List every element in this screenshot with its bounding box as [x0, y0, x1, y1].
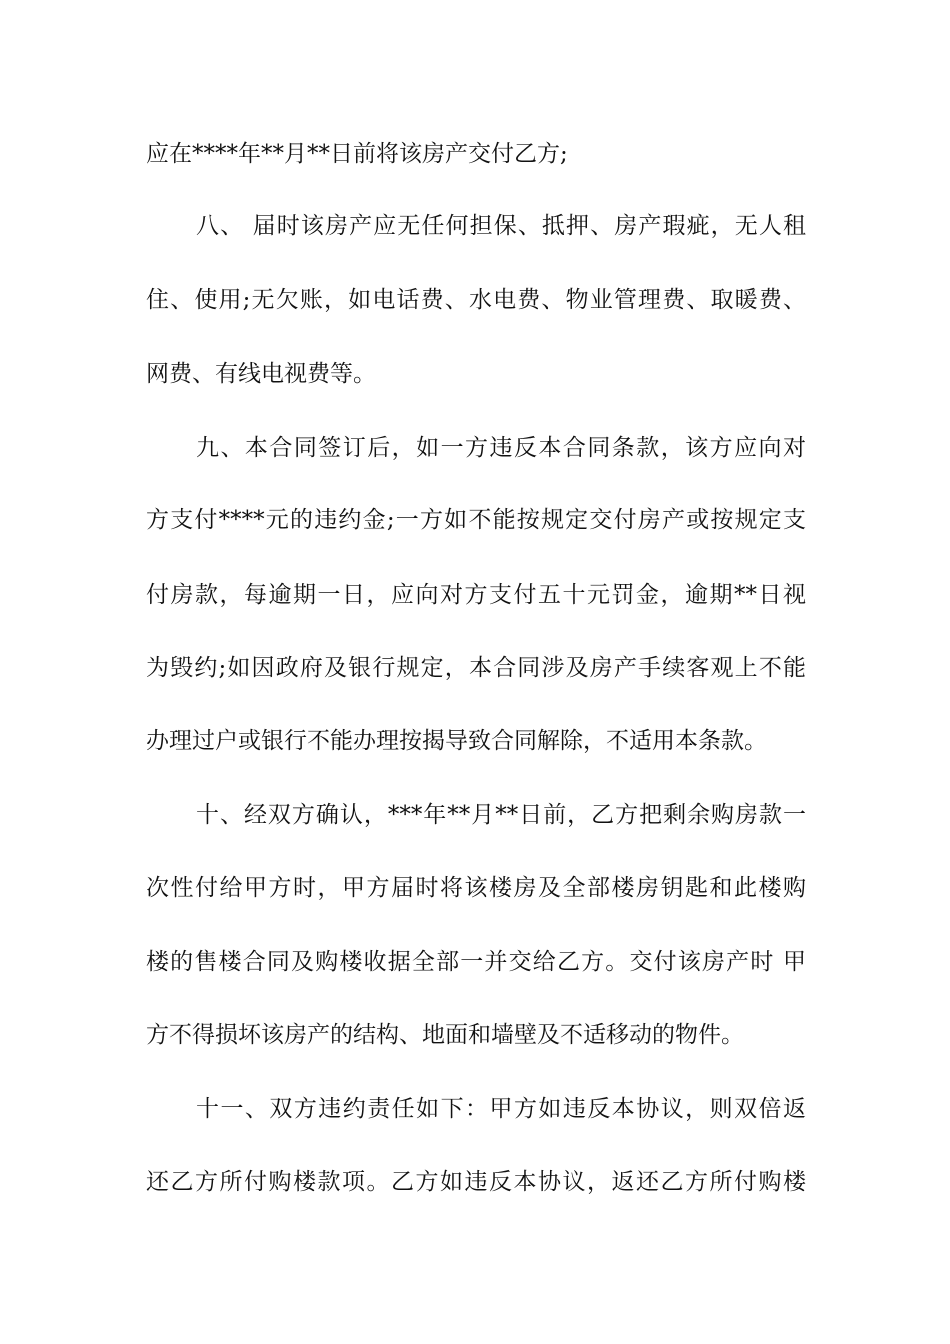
text-line-2: 八、 届时该房产应无任何担保、抵押、房产瑕疵，无人租	[196, 213, 806, 239]
text-line-8: 为毁约;如因政府及银行规定，本合同涉及房产手续客观上不能	[146, 655, 806, 681]
text-line-7: 付房款，每逾期一日，应向对方支付五十元罚金，逾期**日视	[146, 582, 806, 608]
text-line-5: 九、本合同签订后，如一方违反本合同条款，该方应向对	[196, 435, 806, 461]
text-line-15: 还乙方所付购楼款项。乙方如违反本协议，返还乙方所付购楼	[146, 1169, 806, 1195]
text-line-14: 十一、双方违约责任如下：甲方如违反本协议，则双倍返	[196, 1096, 806, 1122]
text-line-10: 十、经双方确认，***年**月**日前，乙方把剩余购房款一	[196, 802, 806, 828]
text-line-6: 方支付****元的违约金;一方如不能按规定交付房产或按规定支	[146, 507, 806, 533]
text-line-3: 住、使用;无欠账，如电话费、水电费、物业管理费、取暖费、	[146, 287, 806, 313]
text-line-4: 网费、有线电视费等。	[146, 361, 376, 387]
text-line-11: 次性付给甲方时，甲方届时将该楼房及全部楼房钥匙和此楼购	[146, 875, 806, 901]
text-line-12: 楼的售楼合同及购楼收据全部一并交给乙方。交付该房产时 甲	[146, 949, 806, 975]
text-line-13: 方不得损坏该房产的结构、地面和墙壁及不适移动的物件。	[146, 1022, 744, 1048]
text-line-9: 办理过户或银行不能办理按揭导致合同解除，不适用本条款。	[146, 728, 767, 754]
text-line-1: 应在****年**月**日前将该房产交付乙方;	[146, 141, 568, 167]
